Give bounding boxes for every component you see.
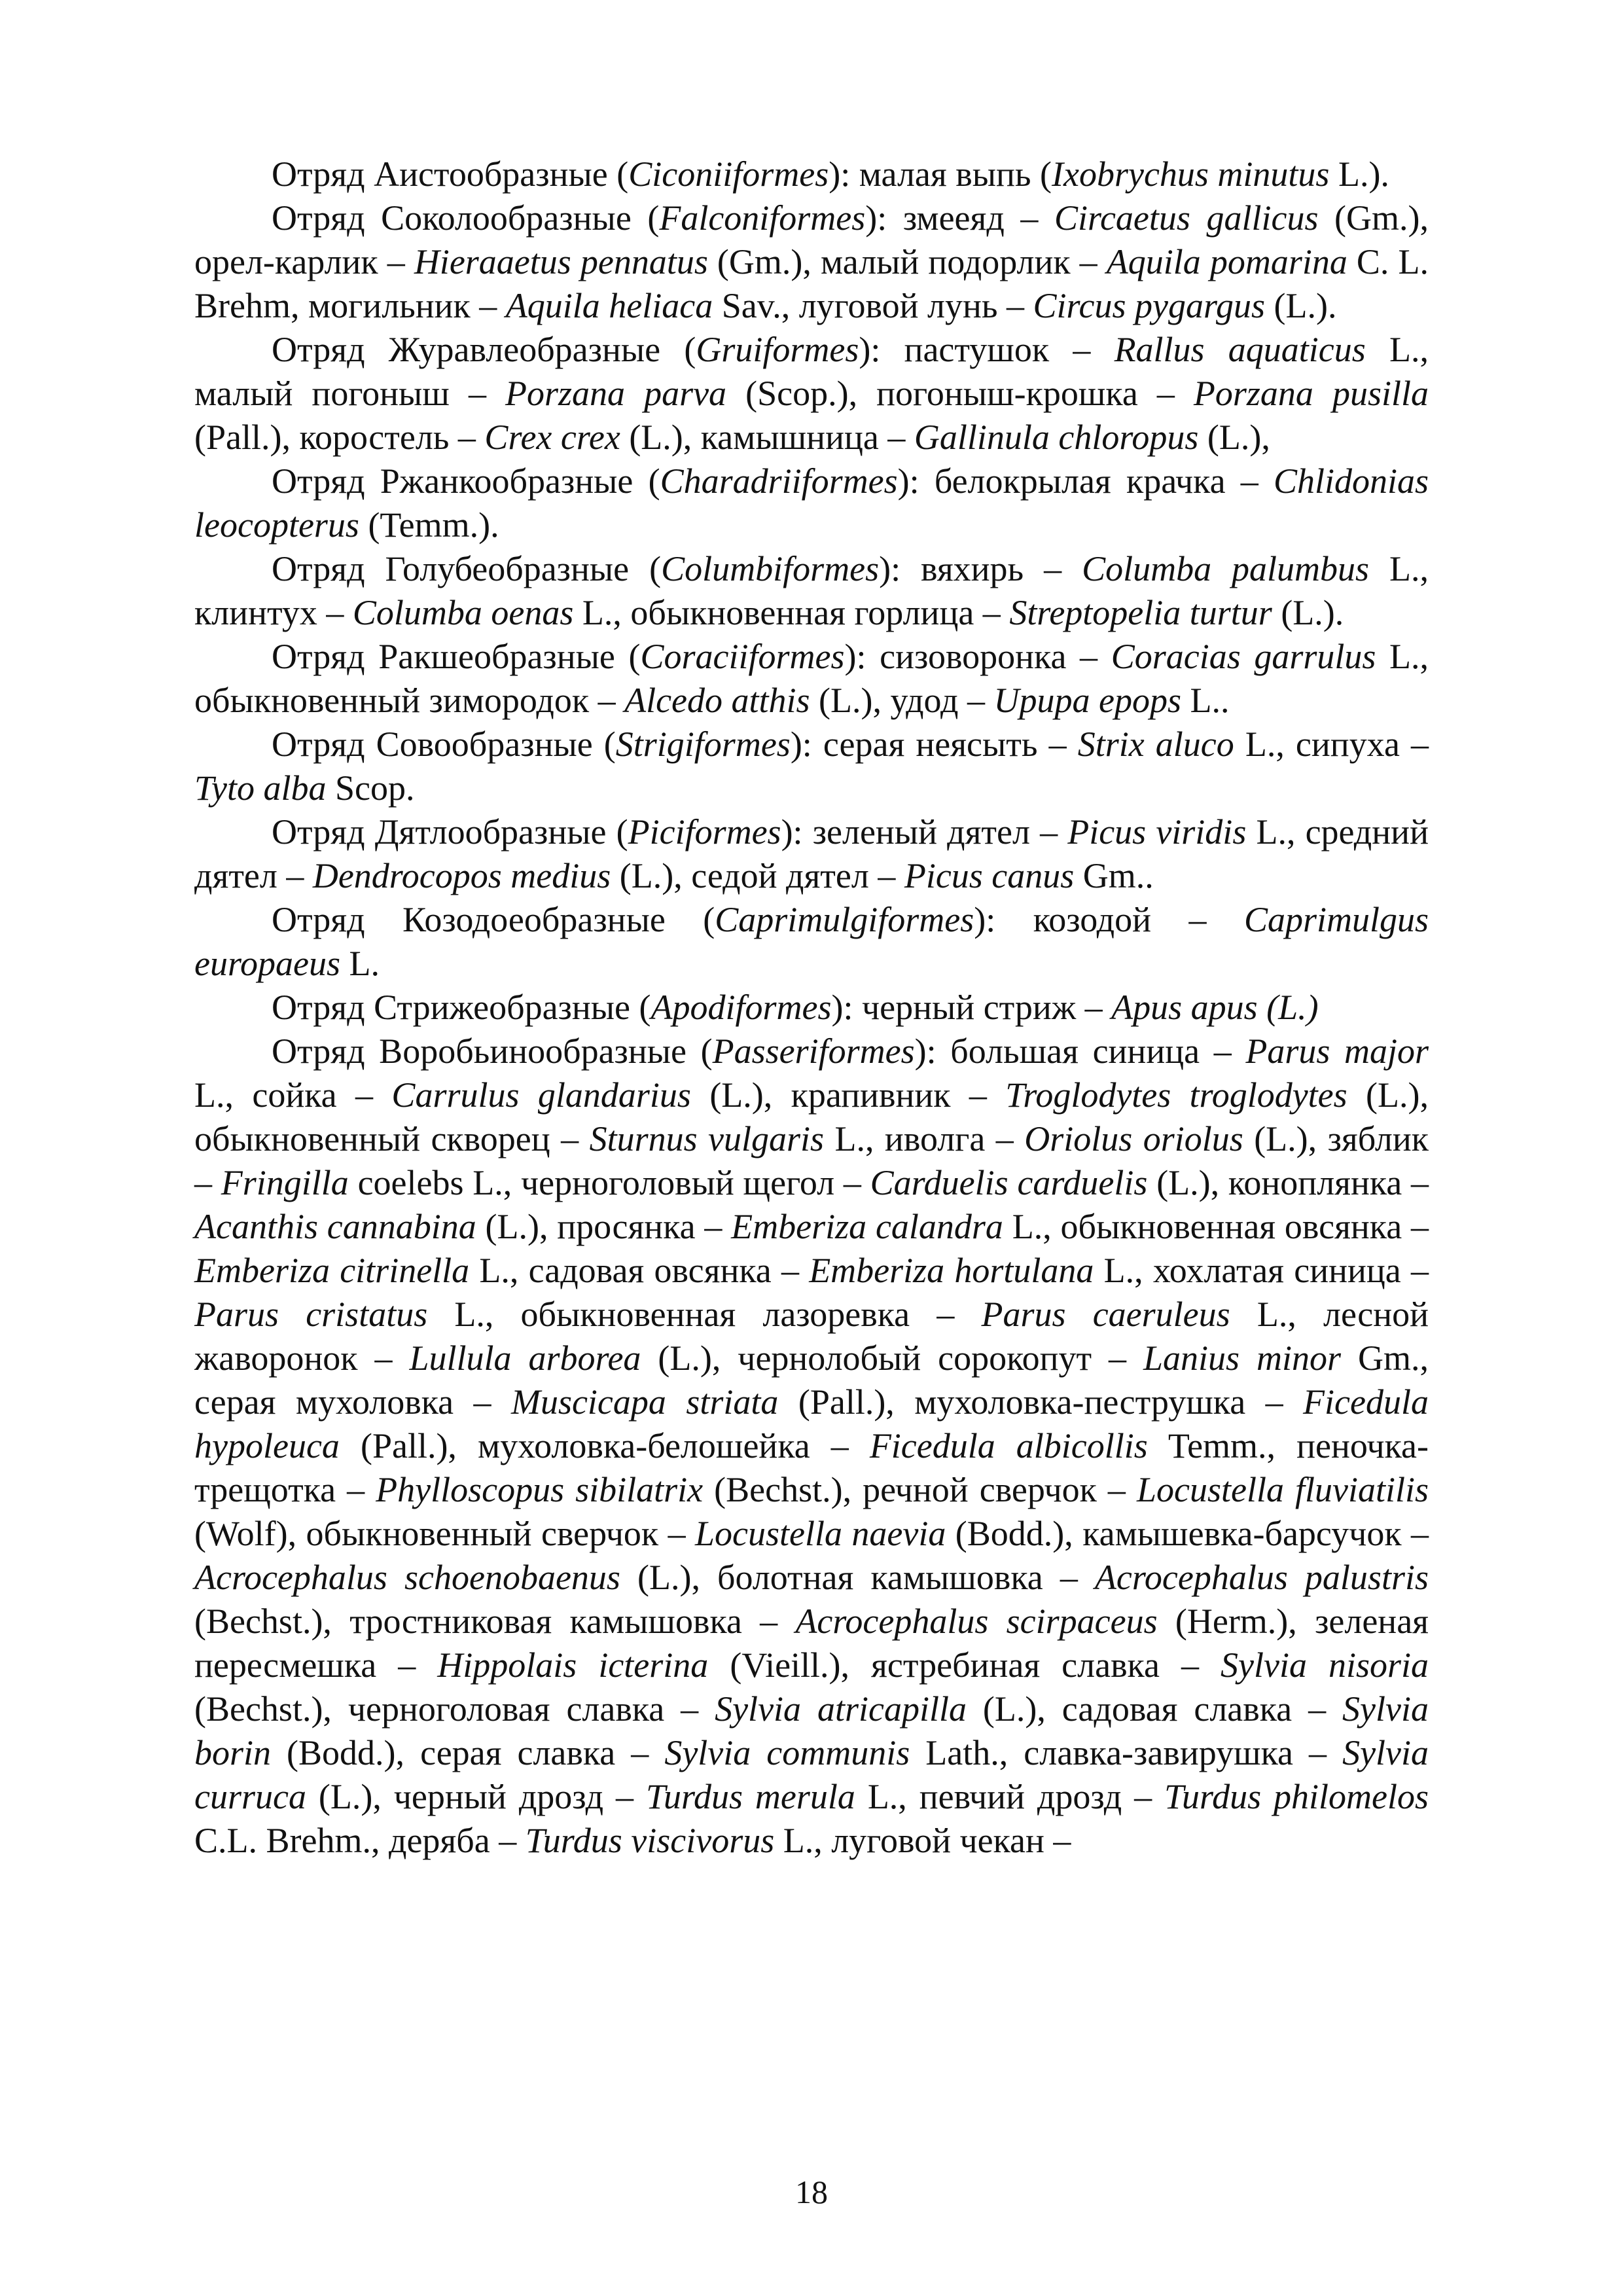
text-run: L., хохлатая синица –	[1094, 1251, 1429, 1290]
text-run: L., обыкновенная горлица –	[573, 593, 1010, 632]
text-run: C. L. Brehm, могильник –	[194, 242, 1429, 325]
latin-name: Parus cristatus	[194, 1295, 428, 1334]
text-run: (L.), коноплянка –	[1147, 1163, 1429, 1202]
text-run: (Vieill.), ястребиная славка –	[708, 1645, 1221, 1685]
paragraph	[194, 723, 1429, 810]
text-run: (L.), камышница –	[620, 418, 914, 457]
latin-name: Streptopelia turtur	[1009, 593, 1272, 632]
latin-name: Emberiza hortulana	[809, 1251, 1094, 1290]
latin-name: Sylvia nisoria	[1221, 1645, 1429, 1685]
text-run: (L.), болотная камышовка –	[620, 1558, 1095, 1597]
text-run: (L.),	[1198, 418, 1270, 457]
text-run: L., средний дятел –	[194, 812, 1429, 895]
text-run: (Bechst.), тростниковая камышовка –	[194, 1602, 796, 1641]
text-run: Gm..	[1074, 856, 1154, 895]
latin-name: Gruiformes	[696, 330, 859, 369]
latin-name: Hieraaetus pennatus	[414, 242, 708, 281]
latin-name: Caprimulgus europaeus	[194, 900, 1429, 983]
text-run: (Temm.).	[359, 505, 499, 545]
latin-name: Ficedula hypoleuca	[194, 1382, 1429, 1465]
latin-name: Sylvia borin	[194, 1689, 1429, 1772]
latin-name: Upupa epops	[993, 681, 1181, 720]
latin-name: Emberiza calandra	[731, 1207, 1003, 1246]
text-run: (Pall.), мухоловка-пеструшка –	[778, 1382, 1304, 1422]
paragraph	[194, 986, 1429, 1030]
text-run: (L.), черный дрозд –	[306, 1777, 646, 1816]
latin-name: Dendrocopos medius	[312, 856, 611, 895]
text-run: (Scop.), погоныш-крошка –	[726, 374, 1194, 413]
paragraph	[194, 898, 1429, 986]
text-run: L., луговой чекан –	[774, 1821, 1071, 1860]
latin-name: Strigiformes	[615, 725, 791, 764]
text-run: L., обыкновенная овсянка –	[1003, 1207, 1429, 1246]
text-run: L., клинтух –	[194, 549, 1429, 632]
latin-name: Locustella fluviatilis	[1136, 1470, 1429, 1509]
text-run: (Wolf), обыкновенный сверчок –	[194, 1514, 695, 1553]
text-run: ): козодой –	[974, 900, 1244, 939]
latin-name: Fringilla	[221, 1163, 349, 1202]
latin-name: Circaetus gallicus	[1054, 198, 1319, 238]
paragraph	[194, 547, 1429, 635]
latin-name: Acrocephalus palustris	[1094, 1558, 1429, 1597]
text-run: ): змееяд –	[865, 198, 1054, 238]
latin-name: Apus apus (L.)	[1111, 988, 1319, 1027]
text-run: ): вяхирь –	[879, 549, 1082, 588]
latin-name: Strix aluco	[1077, 725, 1234, 764]
text-run: L., сойка –	[194, 1075, 392, 1115]
text-run: (Gm.), малый подорлик –	[707, 242, 1107, 281]
page-number: 18	[795, 2174, 828, 2210]
paragraph	[194, 810, 1429, 898]
latin-name: Sylvia communis	[664, 1733, 910, 1772]
text-run: (Pall.), коростель –	[194, 418, 485, 457]
latin-name: Sylvia atricapilla	[715, 1689, 967, 1729]
latin-name: Aquila pomarina	[1106, 242, 1347, 281]
text-run: (L.), крапивник –	[690, 1075, 1006, 1115]
latin-name: Charadriiformes	[660, 461, 898, 501]
text-run: (L.).	[1272, 593, 1344, 632]
text-run: (Bodd.), камышевка-барсучок –	[946, 1514, 1429, 1553]
latin-name: Ciconiiformes	[628, 154, 829, 194]
text-run: (Pall.), мухоловка-белошейка –	[339, 1426, 870, 1465]
latin-name: Acrocephalus schoenobaenus	[194, 1558, 620, 1597]
latin-name: Locustella naevia	[695, 1514, 946, 1553]
latin-name: Carrulus glandarius	[391, 1075, 691, 1115]
latin-name: Columbiformes	[661, 549, 880, 588]
text-run: (Bodd.), серая славка –	[271, 1733, 665, 1772]
latin-name: Alcedo atthis	[624, 681, 810, 720]
latin-name: Chlidonias leocopterus	[194, 461, 1429, 545]
latin-name: Parus caeruleus	[981, 1295, 1230, 1334]
text-run: (Herm.), зеленая пересмешка –	[194, 1602, 1429, 1685]
latin-name: Emberiza citrinella	[194, 1251, 470, 1290]
latin-name: Coracias garrulus	[1111, 637, 1376, 676]
text-run: L., сипуха –	[1234, 725, 1429, 764]
text-run: L.	[340, 944, 380, 983]
text-run: L., обыкновенный зимородок –	[194, 637, 1429, 720]
text-run: (L.), зяблик –	[194, 1119, 1429, 1202]
latin-name: Acanthis cannabina	[194, 1207, 476, 1246]
text-run: (Bechst.), речной сверчок –	[703, 1470, 1137, 1509]
latin-name: Picus viridis	[1067, 812, 1247, 852]
latin-name: Coraciiformes	[640, 637, 845, 676]
text-run: ): малая выпь (	[829, 154, 1052, 194]
latin-name: Parus major	[1245, 1031, 1429, 1071]
latin-name: Rallus aquaticus	[1114, 330, 1366, 369]
latin-name: Sturnus vulgaris	[589, 1119, 825, 1158]
text-run: (L.), просянка –	[476, 1207, 732, 1246]
text-run: C.L. Brehm., деряба –	[194, 1821, 526, 1860]
text-run: Отряд Воробьинообразные (	[272, 1031, 713, 1071]
text-run: L.).	[1329, 154, 1389, 194]
text-run: L., иволга –	[824, 1119, 1025, 1158]
latin-name: Columba palumbus	[1082, 549, 1370, 588]
paragraph	[194, 1030, 1429, 1863]
text-run: (L.), удод –	[810, 681, 994, 720]
text-run: L., садовая овсянка –	[469, 1251, 810, 1290]
latin-name: Falconiformes	[659, 198, 866, 238]
text-run: (Bechst.), черноголовая славка –	[194, 1689, 715, 1729]
text-run: Gm., серая мухоловка –	[194, 1338, 1429, 1422]
latin-name: Gallinula chloropus	[914, 418, 1199, 457]
latin-name: Carduelis carduelis	[870, 1163, 1148, 1202]
latin-name: Ixobrychus minutus	[1052, 154, 1330, 194]
latin-name: Muscicapa striata	[510, 1382, 779, 1422]
latin-name: Sylvia curruca	[194, 1733, 1429, 1816]
latin-name: Circus pygargus	[1033, 286, 1265, 325]
latin-name: Lanius minor	[1143, 1338, 1342, 1378]
text-run: Отряд Журавлеобразные (	[272, 330, 696, 369]
latin-name: Lullula arborea	[409, 1338, 641, 1378]
latin-name: Porzana pusilla	[1193, 374, 1429, 413]
latin-name: Aquila heliaca	[505, 286, 713, 325]
text-run: ): зеленый дятел –	[781, 812, 1068, 852]
body-text	[194, 152, 1429, 1863]
text-run: (L.), обыкновенный скворец –	[194, 1075, 1429, 1158]
text-run: ): пастушок –	[859, 330, 1115, 369]
text-run: Отряд Голубеобразные (	[272, 549, 662, 588]
text-run: Отряд Ржанкообразные (	[272, 461, 660, 501]
text-run: L., обыкновенная лазоревка –	[427, 1295, 982, 1334]
text-run: ): серая неясыть –	[790, 725, 1078, 764]
text-run: ): сизоворонка –	[844, 637, 1111, 676]
text-run: (L.).	[1265, 286, 1337, 325]
text-run: Отряд Аистообразные (	[272, 154, 629, 194]
latin-name: Turdus viscivorus	[525, 1821, 775, 1860]
text-run: L., малый погоныш –	[194, 330, 1429, 413]
latin-name: Turdus merula	[645, 1777, 855, 1816]
text-run: ): большая синица –	[914, 1031, 1246, 1071]
text-run: ): черный стриж –	[831, 988, 1112, 1027]
latin-name: Tyto alba	[194, 768, 327, 808]
latin-name: Ficedula albicollis	[869, 1426, 1148, 1465]
latin-name: Columba oenas	[352, 593, 574, 632]
text-run: L., лесной жаворонок –	[194, 1295, 1429, 1378]
text-run: Lath., славка-завирушка –	[910, 1733, 1343, 1772]
text-run: (L.), чернолобый сорокопут –	[641, 1338, 1144, 1378]
text-run: coelebs L., черноголовый щегол –	[348, 1163, 870, 1202]
text-run: ): белокрылая крачка –	[897, 461, 1274, 501]
latin-name: Oriolus oriolus	[1024, 1119, 1243, 1158]
text-run: L..	[1181, 681, 1230, 720]
text-run: Отряд Совообразные (	[272, 725, 616, 764]
latin-name: Troglodytes troglodytes	[1005, 1075, 1347, 1115]
latin-name: Apodiformes	[651, 988, 832, 1027]
latin-name: Caprimulgiformes	[715, 900, 974, 939]
latin-name: Passeriformes	[712, 1031, 915, 1071]
latin-name: Crex crex	[484, 418, 620, 457]
latin-name: Porzana parva	[505, 374, 727, 413]
text-run: Temm., пеночка-трещотка –	[194, 1426, 1429, 1509]
paragraph	[194, 635, 1429, 723]
latin-name: Hippolais icterina	[437, 1645, 709, 1685]
text-run: Sav., луговой лунь –	[713, 286, 1033, 325]
latin-name: Piciformes	[628, 812, 781, 852]
text-run: Отряд Ракшеобразные (	[272, 637, 641, 676]
paragraph	[194, 152, 1429, 196]
text-run: Scop.	[326, 768, 415, 808]
paragraph	[194, 328, 1429, 459]
text-run: (L.), садовая славка –	[966, 1689, 1343, 1729]
latin-name: Turdus philomelos	[1164, 1777, 1429, 1816]
latin-name: Phylloscopus sibilatrix	[376, 1470, 704, 1509]
text-run: L., певчий дрозд –	[855, 1777, 1164, 1816]
latin-name: Picus canus	[904, 856, 1075, 895]
text-run: (Gm.), орел-карлик –	[194, 198, 1429, 281]
paragraph	[194, 196, 1429, 328]
text-run: Отряд Стрижеобразные (	[272, 988, 651, 1027]
latin-name: Acrocephalus scirpaceus	[795, 1602, 1158, 1641]
text-run: Отряд Соколообразные (	[272, 198, 660, 238]
text-run: (L.), седой дятел –	[611, 856, 904, 895]
text-run: Отряд Дятлообразные (	[272, 812, 628, 852]
text-run: Отряд Козодоеобразные (	[272, 900, 715, 939]
paragraph	[194, 459, 1429, 547]
